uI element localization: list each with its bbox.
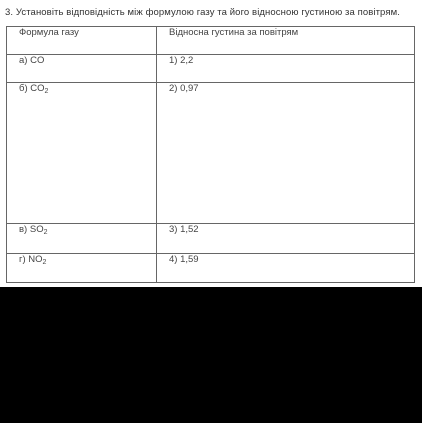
density-cell: 2) 0,97	[157, 83, 415, 224]
formula-cell: в) $SO_2$	[7, 224, 157, 254]
density-cell: 1) 2,2	[157, 55, 415, 83]
table-header-row	[7, 27, 415, 55]
table-row	[7, 55, 415, 83]
table-row	[7, 83, 415, 224]
header-density: Відносна густина за повітрям	[157, 27, 415, 55]
formula-cell: а) CO	[7, 55, 157, 83]
density-cell: 3) 1,52	[157, 224, 415, 254]
question-text: 3. Установіть відповідність між формулою газу та його відносною густиною за повітрям.	[5, 7, 400, 18]
table-row	[7, 224, 415, 254]
blank-area	[0, 287, 422, 423]
table-row	[7, 254, 415, 283]
formula-cell: г) $NO_2$	[7, 254, 157, 283]
density-cell: 4) 1,59	[157, 254, 415, 283]
matching-table	[6, 26, 415, 283]
formula-cell: б) $CO_2$	[7, 83, 157, 224]
header-formula: Формула газу	[7, 27, 157, 55]
